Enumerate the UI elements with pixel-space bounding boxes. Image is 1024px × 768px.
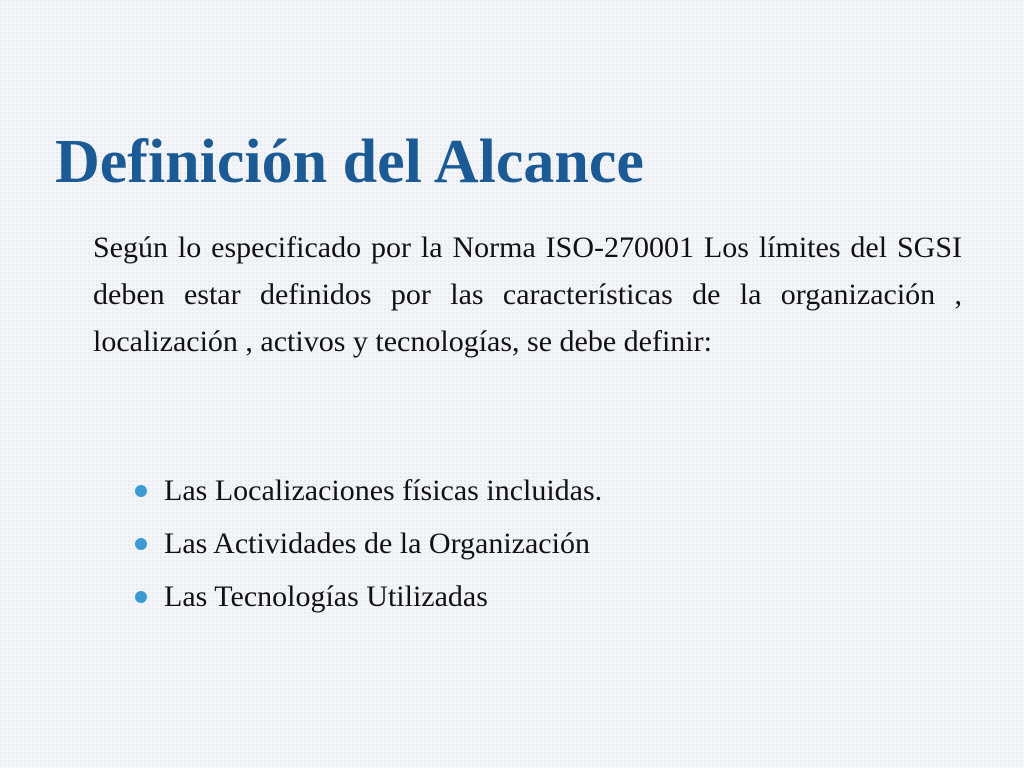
list-item-text: Las Tecnologías Utilizadas: [164, 580, 488, 613]
list-item: [132, 464, 602, 517]
bullet-dot-icon: [135, 591, 147, 603]
intro-paragraph: Según lo especificado por la Norma ISO-270001 Los límites del SGSI deben estar definidos por las características de la organización , localización , activos y tecnologías, se debe definir:: [93, 231, 962, 358]
slide-title: Definición del Alcance: [55, 128, 644, 196]
bullet-dot-icon: [135, 538, 147, 550]
bullet-dot-icon: [135, 485, 147, 497]
list-item: [132, 517, 602, 570]
list-item-text: Las Actividades de la Organización: [164, 527, 590, 560]
list-item: [132, 570, 602, 623]
bullet-list: [132, 464, 602, 623]
list-item-text: Las Localizaciones físicas incluidas.: [164, 474, 603, 507]
